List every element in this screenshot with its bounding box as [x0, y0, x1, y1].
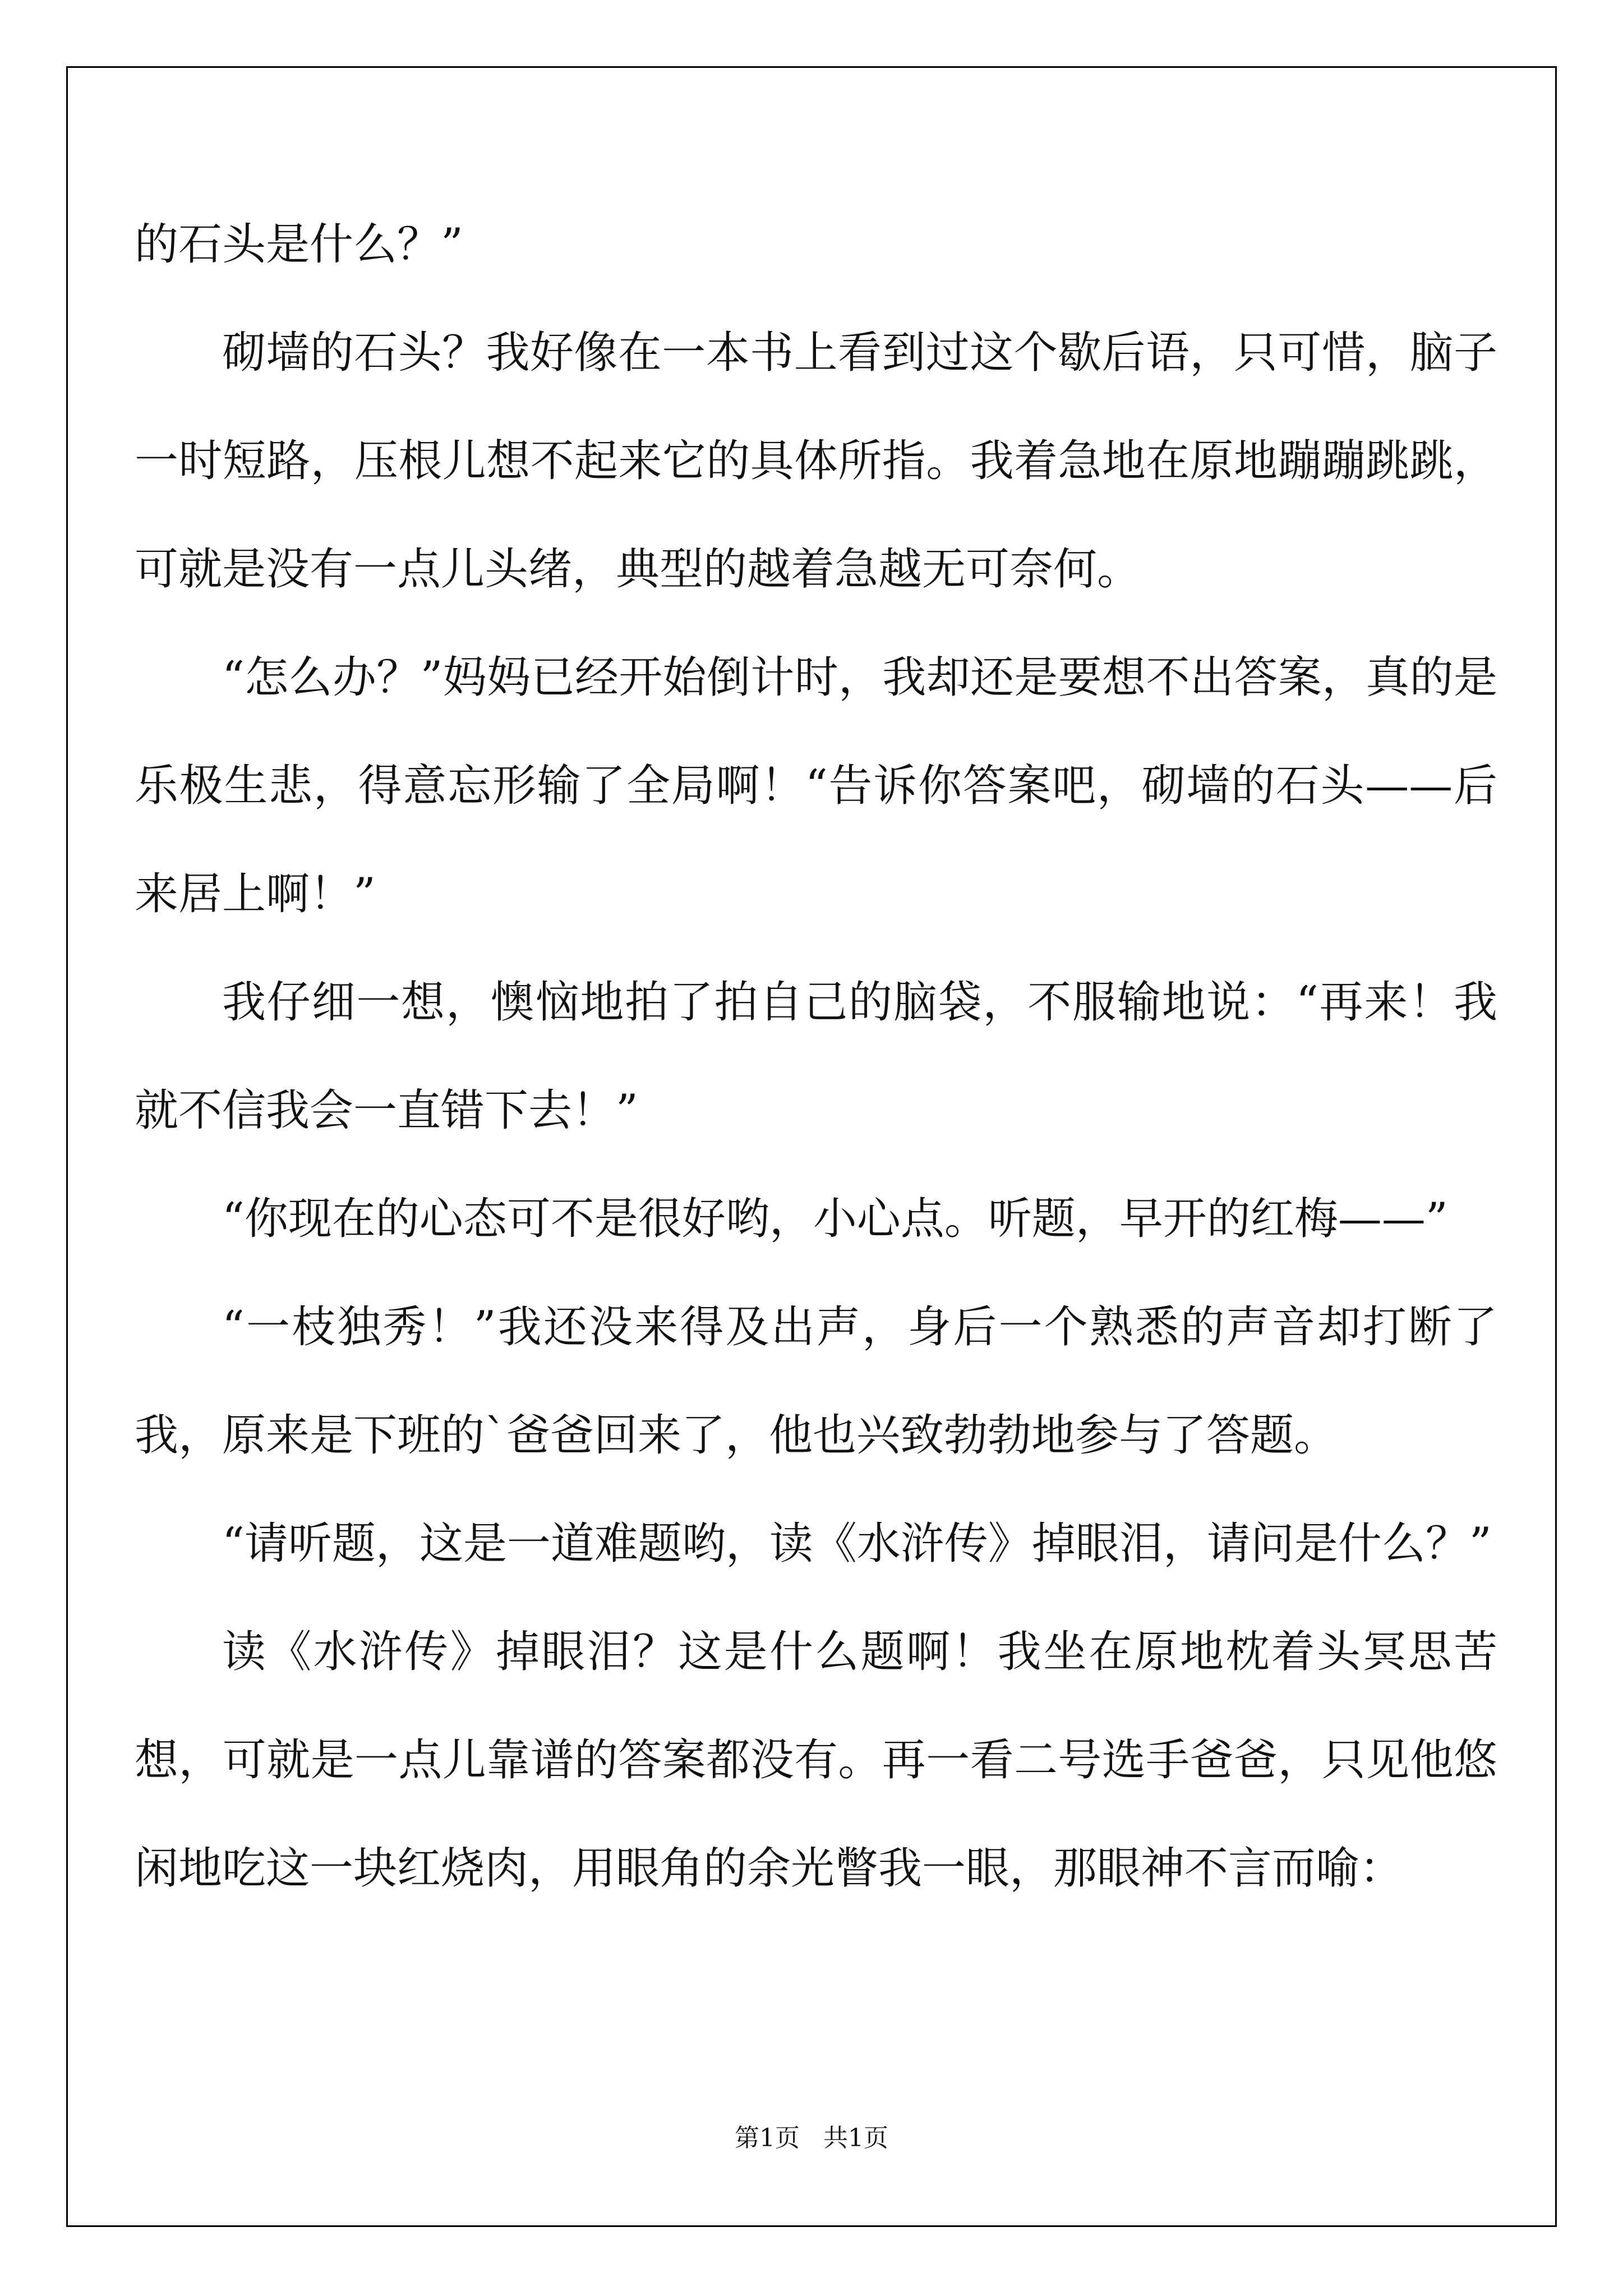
document-body [135, 191, 1497, 1923]
page-footer: 第1页 共1页 [735, 2124, 888, 2152]
paragraph-3: “怎么办？”妈妈已经开始倒计时，我却还是要想不出答案，真的是乐极生悲，得意忘形输了全局啊！“告诉你答案吧，砌墙的石头——后来居上啊！” [135, 652, 1497, 919]
paragraph-2: 砌墙的石头？我好像在一本书上看到过这个歇后语，只可惜，脑子一时短路，压根儿想不起来它的具体所指。我着急地在原地蹦蹦跳跳，可就是没有一点儿头绪，典型的越着急越无可奈何。 [135, 328, 1497, 595]
paragraph-5: “你现在的心态可不是很好哟，小心点。听题，早开的红梅——” [222, 1194, 1448, 1244]
paragraph-6: “一枝独秀！”我还没来得及出声，身后一个熟悉的声音却打断了我，原来是下班的`爸爸回来了，他也兴致勃勃地参与了答题。 [135, 1302, 1497, 1461]
paragraph-4: 我仔细一想，懊恼地拍了拍自己的脑袋，不服输地说：“再来！我就不信我会一直错下去！” [135, 977, 1497, 1136]
paragraph-8: 读《水浒传》掉眼泪？这是什么题啊！我坐在原地枕着头冥思苦想，可就是一点儿靠谱的答案都没有。再一看二号选手爸爸，只见他悠闲地吃这一块红烧肉，用眼角的余光瞥我一眼，那眼神不言而喻： [135, 1627, 1497, 1894]
paragraph-7: “请听题，这是一道难题哟，读《水浒传》掉眼泪，请问是什么？” [222, 1519, 1492, 1569]
paragraph-1: 的石头是什么？” [135, 219, 463, 270]
